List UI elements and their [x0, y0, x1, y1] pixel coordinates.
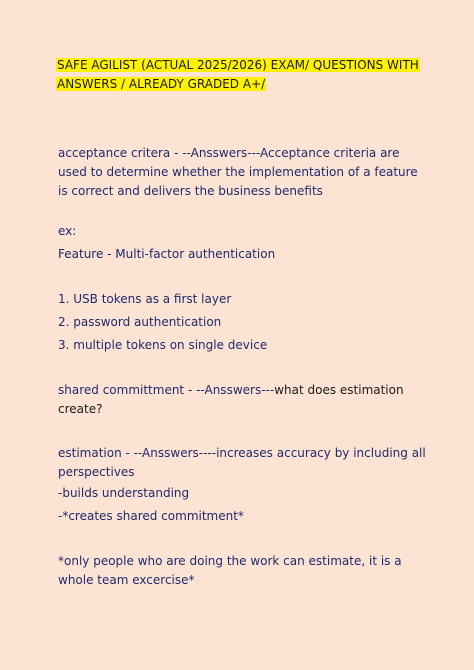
bullet-item: -builds understanding — [58, 486, 190, 500]
entry-answer: increases accuracy by including all perspectives — [58, 446, 426, 479]
document-title — [56, 56, 426, 94]
list-item: 3. multiple tokens on single device — [58, 338, 268, 352]
entry-acceptance-criteria — [58, 144, 426, 201]
title-line-1: SAFE AGILIST (ACTUAL 2025/2026) EXAM/ QUESTIONS WITH — [57, 58, 419, 72]
entry-term: estimation - --Ansswers---- — [58, 446, 217, 460]
entry-estimation — [58, 444, 426, 482]
example-label: ex: — [58, 224, 77, 238]
example-feature: Feature - Multi-factor authentication — [58, 247, 276, 261]
entry-answer: Acceptance criteria are used to determine whether the implementation of a feature is correct and delivers the business benefits — [58, 146, 418, 198]
entry-term: shared committment - --Ansswers--- — [58, 383, 275, 397]
title-line-2: ANSWERS / ALREADY GRADED A+/ — [57, 77, 266, 91]
bullet-item: -*creates shared commitment* — [58, 509, 244, 523]
note-text: *only people who are doing the work can estimate, it is a whole team excercise* — [58, 554, 402, 587]
entry-term: acceptance critera - --Ansswers--- — [58, 146, 261, 160]
list-item: 2. password authentication — [58, 315, 222, 329]
entry-shared-commitment — [58, 381, 426, 419]
entry-answer: what does estimation create? — [58, 383, 404, 416]
list-item: 1. USB tokens as a first layer — [58, 292, 232, 306]
